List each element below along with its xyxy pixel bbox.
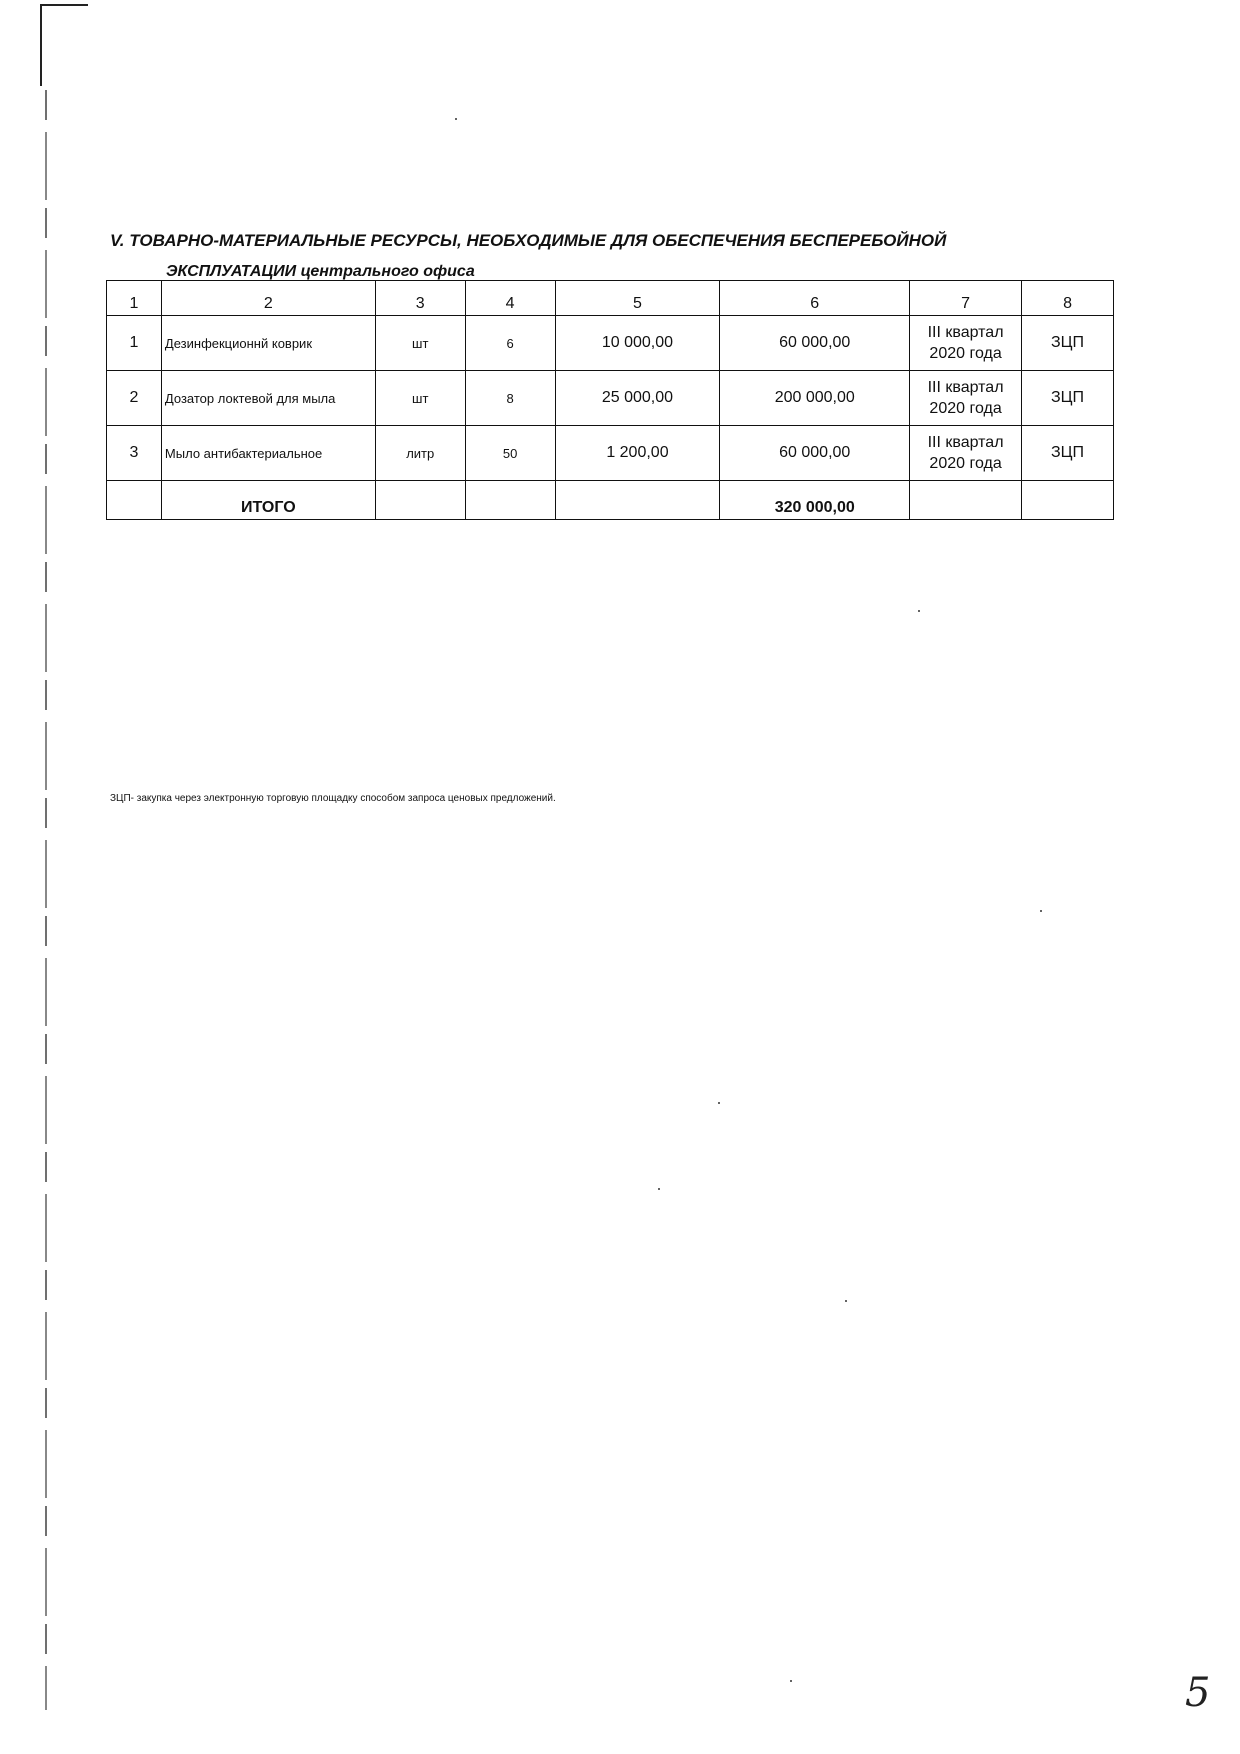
header-cell: 6 — [720, 281, 910, 316]
item-unit: шт — [375, 371, 465, 426]
item-sum: 60 000,00 — [720, 426, 910, 481]
scan-speck — [455, 118, 457, 120]
scan-speck — [790, 1680, 792, 1682]
period-quarter: III квартал — [927, 379, 1004, 396]
period-year: 2020 года — [929, 400, 1002, 417]
item-price: 1 200,00 — [555, 426, 720, 481]
scan-speck — [845, 1300, 847, 1302]
scan-speck — [658, 1188, 660, 1190]
item-quantity: 6 — [465, 316, 555, 371]
item-period — [910, 426, 1022, 481]
table-header-row — [107, 281, 1114, 316]
item-method: ЗЦП — [1022, 426, 1114, 481]
header-cell: 5 — [555, 281, 720, 316]
item-name: Дезинфекционнй коврик — [161, 316, 375, 371]
item-period — [910, 316, 1022, 371]
item-sum: 200 000,00 — [720, 371, 910, 426]
total-empty-cell — [375, 481, 465, 520]
scan-speck — [918, 610, 920, 612]
total-sum: 320 000,00 — [720, 481, 910, 520]
row-number: 2 — [107, 371, 162, 426]
scan-speck — [1040, 910, 1042, 912]
item-method: ЗЦП — [1022, 371, 1114, 426]
page-number-mark: 5 — [1185, 1670, 1211, 1716]
total-empty-cell — [910, 481, 1022, 520]
item-sum: 60 000,00 — [720, 316, 910, 371]
item-name: Дозатор локтевой для мыла — [161, 371, 375, 426]
scan-corner-mark — [40, 4, 88, 86]
item-unit: шт — [375, 316, 465, 371]
table-total-row — [107, 481, 1114, 520]
row-number: 1 — [107, 316, 162, 371]
resources-table — [106, 280, 1114, 520]
item-unit: литр — [375, 426, 465, 481]
table-row — [107, 316, 1114, 371]
total-empty-cell — [465, 481, 555, 520]
row-number: 3 — [107, 426, 162, 481]
item-price: 25 000,00 — [555, 371, 720, 426]
scan-speck — [718, 1102, 720, 1104]
section-title-line2: ЭКСПЛУАТАЦИИ центрального офиса — [166, 263, 475, 280]
period-year: 2020 года — [929, 345, 1002, 362]
header-cell: 8 — [1022, 281, 1114, 316]
item-quantity: 8 — [465, 371, 555, 426]
footnote: ЗЦП- закупка через электронную торговую площадку способом запроса ценовых предложений. — [110, 793, 556, 804]
item-name: Мыло антибактериальное — [161, 426, 375, 481]
item-method: ЗЦП — [1022, 316, 1114, 371]
table-row — [107, 371, 1114, 426]
section-title: V. ТОВАРНО-МАТЕРИАЛЬНЫЕ РЕСУРСЫ, НЕОБХОДИМЫЕ ДЛЯ ОБЕСПЕЧЕНИЯ БЕСПЕРЕБОЙНОЙ — [110, 231, 947, 250]
header-cell: 1 — [107, 281, 162, 316]
item-price: 10 000,00 — [555, 316, 720, 371]
item-period — [910, 371, 1022, 426]
table-row — [107, 426, 1114, 481]
period-quarter: III квартал — [927, 434, 1004, 451]
header-cell: 7 — [910, 281, 1022, 316]
period-year: 2020 года — [929, 455, 1002, 472]
header-cell: 3 — [375, 281, 465, 316]
period-quarter: III квартал — [927, 324, 1004, 341]
header-cell: 4 — [465, 281, 555, 316]
scan-margin-line — [45, 90, 47, 1710]
total-empty-cell — [1022, 481, 1114, 520]
header-cell: 2 — [161, 281, 375, 316]
total-empty-cell — [107, 481, 162, 520]
item-quantity: 50 — [465, 426, 555, 481]
total-label: ИТОГО — [161, 481, 375, 520]
total-empty-cell — [555, 481, 720, 520]
